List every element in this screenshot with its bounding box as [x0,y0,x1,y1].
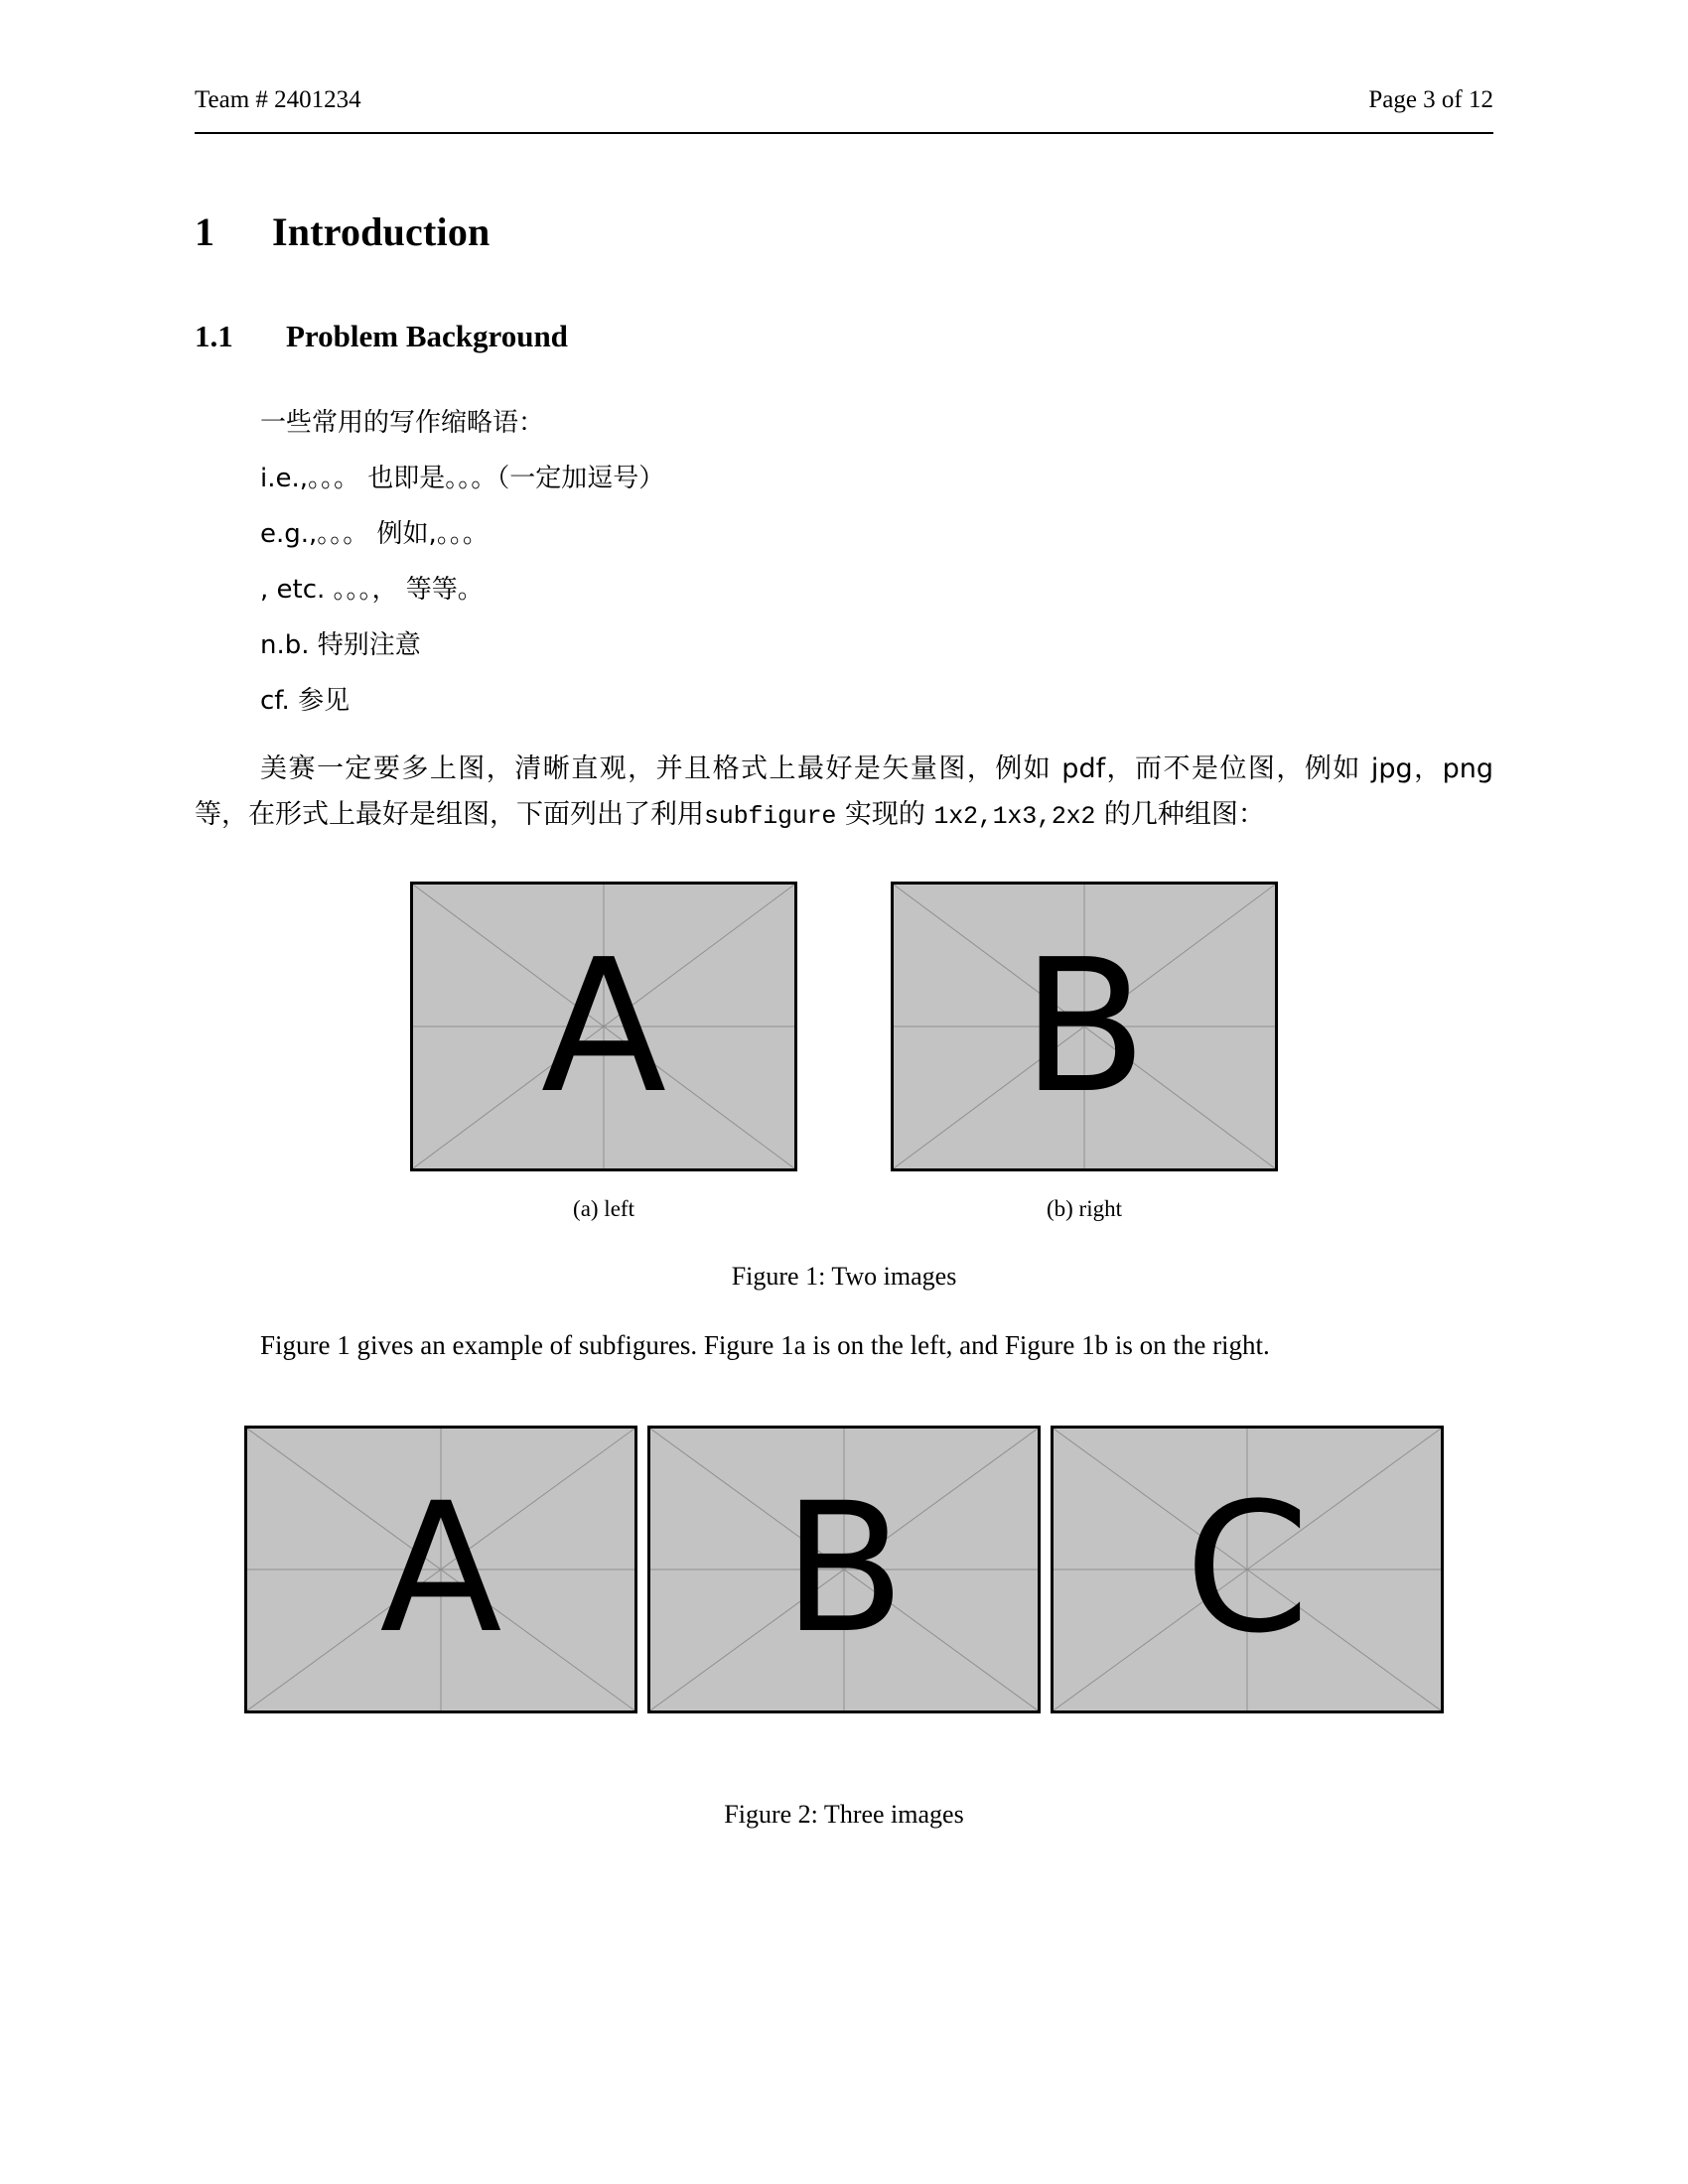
placeholder-letter: A [540,918,667,1134]
image-placeholder-a [244,1426,637,1713]
subcaption-1a: (a) left [573,1196,634,1221]
figure-2 [195,1426,1493,1831]
subfigure-2c [1051,1426,1444,1713]
abbreviation-item-nb: n.b. 特别注意 [260,630,421,660]
abbreviation-item-ie: i.e.,。。。 也即是。。。（一定加逗号） [260,464,665,493]
placeholder-letter: A [379,1465,502,1673]
section-number: 1 [195,209,215,254]
figure-1 [195,882,1493,1293]
page-header [195,85,1493,115]
document-content [195,159,1493,1831]
section-title: Introduction [272,209,491,254]
placeholder-letter: B [782,1465,906,1673]
subsection-number: 1.1 [195,319,233,353]
header-page-number: Page 3 of 12 [1368,86,1493,113]
placeholder-letter: C [1185,1465,1310,1673]
subcaption-1b: (b) right [1046,1196,1122,1221]
abbreviation-item-etc: , etc. 。。。， 等等。 [260,575,484,605]
section-heading [195,208,1493,256]
figure-2-row [195,1426,1493,1713]
inline-code-layouts: 1x2,1x3,2x2 [933,802,1096,831]
subfigure-1b [891,882,1278,1223]
placeholder-letter: B [1021,918,1148,1134]
figure-1-row [195,882,1493,1223]
header-team-id: Team # 2401234 [195,86,361,113]
figure-2-caption: Figure 2: Three images [724,1800,964,1829]
figure-1-caption: Figure 1: Two images [731,1262,957,1291]
subsection-heading [195,318,1493,355]
inline-code-subfigure: subfigure [704,802,837,831]
abbreviations-intro: 一些常用的写作缩略语： [260,408,545,438]
image-placeholder-a [410,882,797,1171]
subfigure-2b [647,1426,1041,1713]
abbreviation-item-eg: e.g.,。。。 例如,。。。 [260,519,489,549]
subfigure-explanation-paragraph: Figure 1 gives an example of subfigures. Figure 1a is on the left, and Figure 1b is on the right. [260,1330,1270,1360]
subfigure-1a [410,882,797,1223]
abbreviation-item-cf: cf. 参见 [260,686,351,716]
header-divider [195,132,1493,134]
image-placeholder-c [1051,1426,1444,1713]
image-placeholder-b [647,1426,1041,1713]
figure-advice-part3: 的几种组图： [1095,799,1265,830]
figure-advice-paragraph [195,747,1493,840]
figure-advice-part2: 实现的 [836,799,934,830]
figure-advice-part1: 美赛一定要多上图，清晰直观，并且格式上最好是矢量图，例如 pdf，而不是位图，例如 jpg，png 等，在形式上最好是组图，下面列出了利用 [195,753,1493,830]
subsection-title: Problem Background [286,319,568,353]
subfigure-2a [244,1426,637,1713]
image-placeholder-b [891,882,1278,1171]
